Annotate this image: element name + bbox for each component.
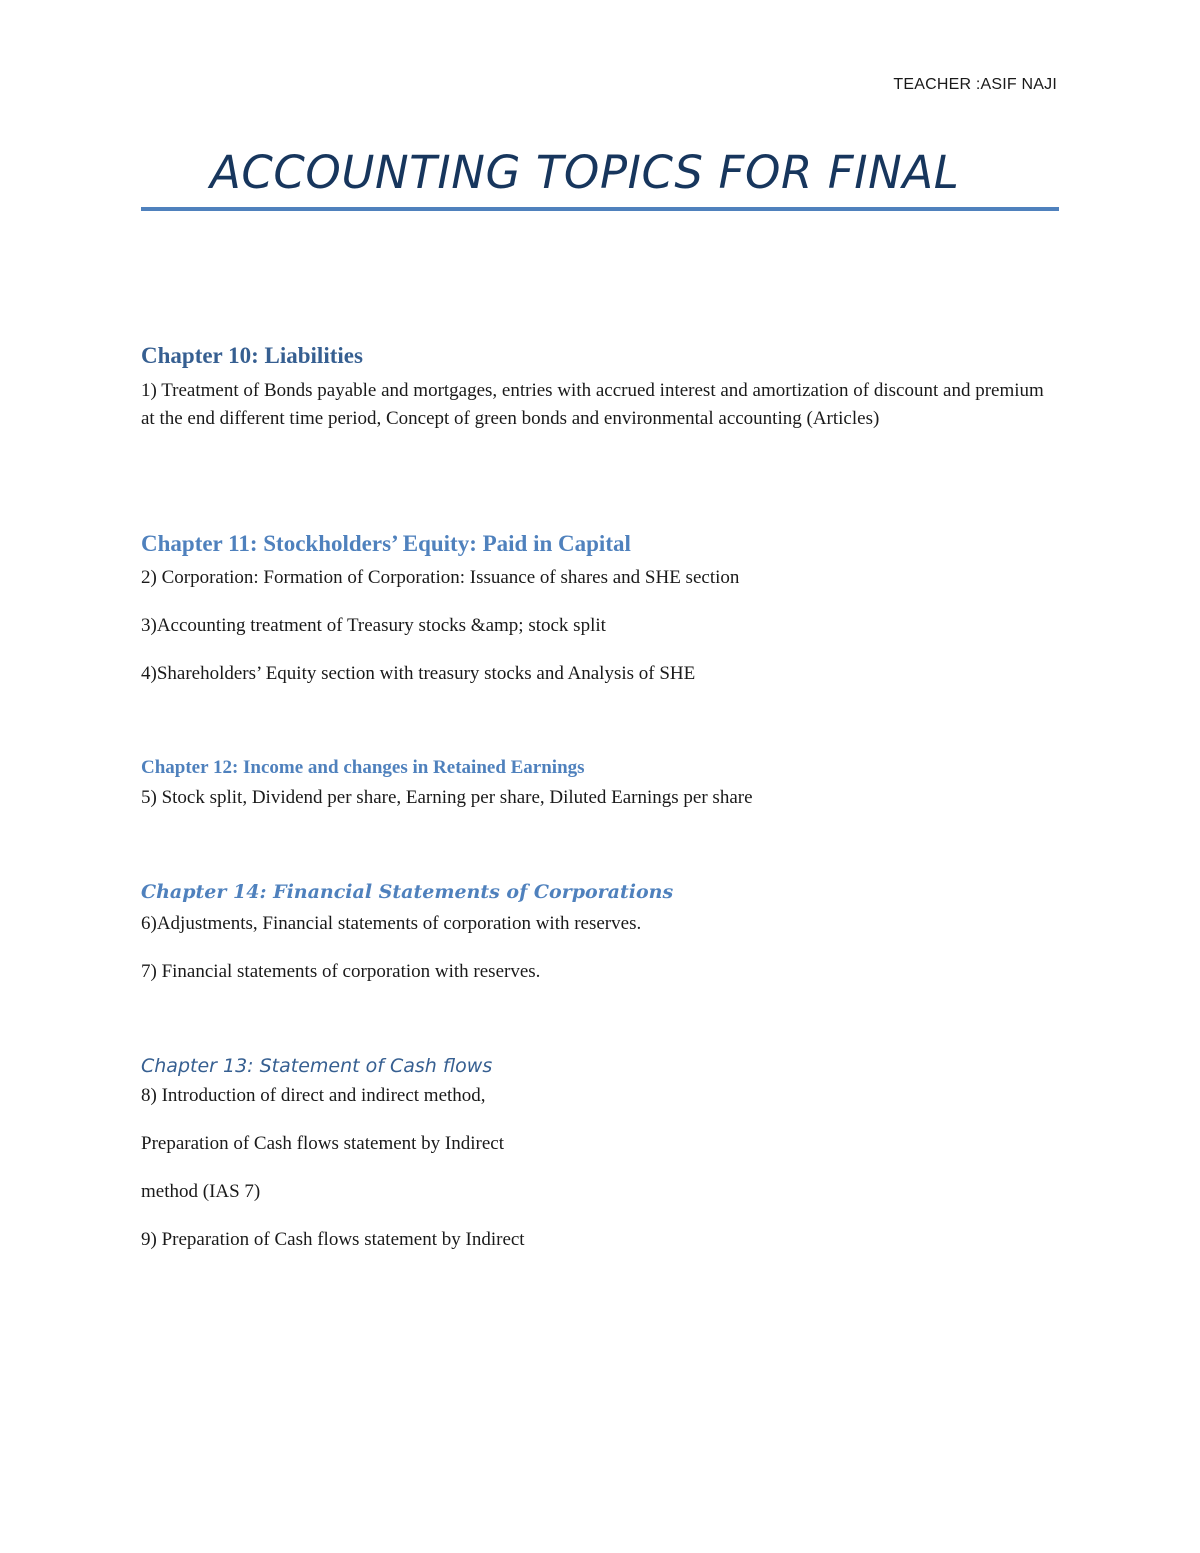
chapter-13-heading: Chapter 13: Statement of Cash flows xyxy=(141,1055,493,1077)
chapter-11-heading: Chapter 11: Stockholders’ Equity: Paid in Capital xyxy=(141,531,631,556)
document-title: ACCOUNTING TOPICS FOR FINAL xyxy=(210,146,960,199)
chapter-12-heading: Chapter 12: Income and changes in Retained Earnings xyxy=(141,757,585,778)
topic-item-8-continued-2: method (IAS 7) xyxy=(141,1181,261,1202)
topic-item-1: 1) Treatment of Bonds payable and mortgages, entries with accrued interest and amortization of discount and premium at the end different time period, Concept of green bonds and environmental accounting (Articles) xyxy=(141,380,1044,429)
title-underline xyxy=(141,207,1059,211)
topic-item-5: 5) Stock split, Dividend per share, Earning per share, Diluted Earnings per share xyxy=(141,787,753,808)
topic-item-8: 8) Introduction of direct and indirect method, xyxy=(141,1085,486,1106)
topic-item-6: 6)Adjustments, Financial statements of corporation with reserves. xyxy=(141,913,642,934)
teacher-header: TEACHER :ASIF NAJI xyxy=(893,76,1057,93)
topic-item-9: 9) Preparation of Cash flows statement by Indirect xyxy=(141,1229,525,1250)
topic-item-4: 4)Shareholders’ Equity section with treasury stocks and Analysis of SHE xyxy=(141,663,696,684)
topic-item-2: 2) Corporation: Formation of Corporation: Issuance of shares and SHE section xyxy=(141,567,740,588)
topic-item-7: 7) Financial statements of corporation with reserves. xyxy=(141,961,541,982)
chapter-10-heading: Chapter 10: Liabilities xyxy=(141,343,363,368)
topic-item-8-continued: Preparation of Cash flows statement by Indirect xyxy=(141,1133,505,1154)
chapter-14-heading: Chapter 14: Financial Statements of Corporations xyxy=(141,881,674,903)
topic-item-3: 3)Accounting treatment of Treasury stocks &amp; stock split xyxy=(141,615,606,636)
